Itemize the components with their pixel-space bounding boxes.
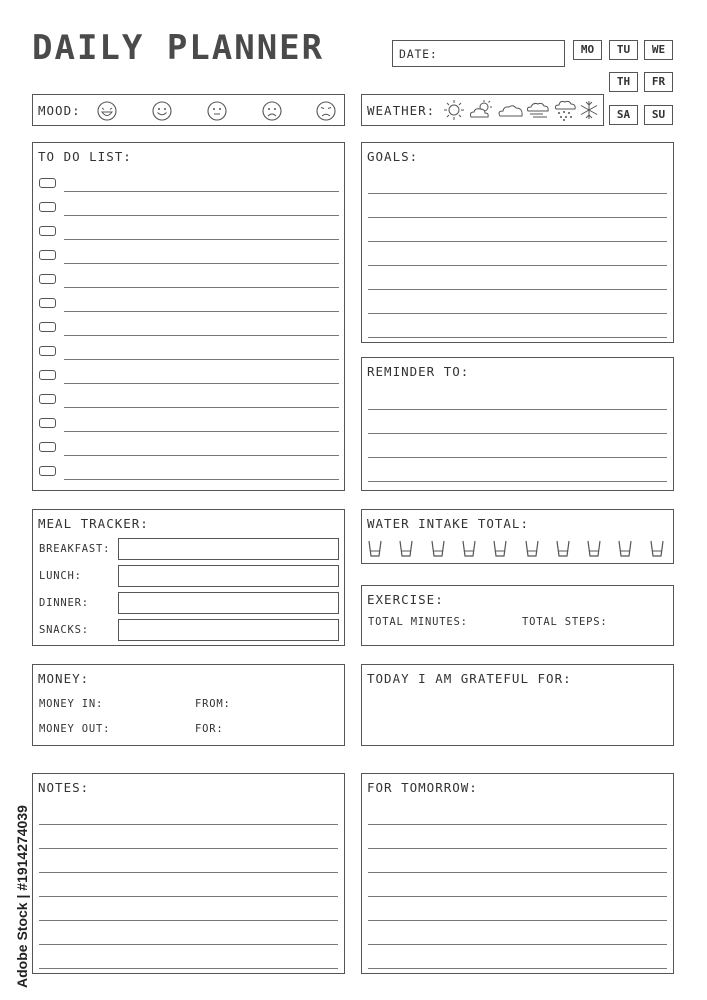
todo-line[interactable] (64, 407, 339, 408)
todo-line[interactable] (64, 191, 339, 192)
tomorrow-line[interactable] (368, 968, 667, 969)
todo-line[interactable] (64, 431, 339, 432)
water-glass-icon[interactable] (431, 540, 445, 557)
money-in-label: MONEY IN: (39, 698, 104, 710)
water-glass-icon[interactable] (650, 540, 664, 557)
todo-line[interactable] (64, 359, 339, 360)
todo-checkbox[interactable] (39, 202, 56, 212)
sun-icon[interactable] (443, 99, 465, 121)
todo-checkbox[interactable] (39, 322, 56, 332)
day-we[interactable]: WE (644, 40, 673, 60)
todo-checkbox[interactable] (39, 346, 56, 356)
snacks-label: SNACKS: (39, 624, 89, 636)
day-tu[interactable]: TU (609, 40, 638, 60)
water-glass-icon[interactable] (493, 540, 507, 557)
goals-line[interactable] (368, 265, 667, 266)
snacks-field[interactable] (118, 619, 339, 641)
notes-line[interactable] (39, 848, 338, 849)
exercise-section (361, 585, 674, 646)
goals-label: GOALS: (367, 149, 419, 164)
meal-section (32, 509, 345, 646)
tomorrow-line[interactable] (368, 848, 667, 849)
todo-label: TO DO LIST: (38, 149, 132, 164)
goals-section (361, 142, 674, 343)
day-mo[interactable]: MO (573, 40, 602, 60)
sad-face-icon[interactable] (261, 100, 283, 122)
grateful-label: TODAY I AM GRATEFUL FOR: (367, 671, 572, 686)
total-steps-label: TOTAL STEPS: (522, 616, 608, 628)
snowflake-icon[interactable] (578, 99, 600, 121)
day-su[interactable]: SU (644, 105, 673, 125)
todo-checkbox[interactable] (39, 466, 56, 476)
windy-cloud-icon[interactable] (525, 99, 551, 121)
tomorrow-line[interactable] (368, 824, 667, 825)
dinner-label: DINNER: (39, 597, 89, 609)
todo-checkbox[interactable] (39, 394, 56, 404)
smiling-face-icon[interactable] (151, 100, 173, 122)
money-label: MONEY: (38, 671, 90, 686)
lunch-field[interactable] (118, 565, 339, 587)
notes-section (32, 773, 345, 974)
date-field[interactable] (392, 40, 565, 67)
water-glass-icon[interactable] (556, 540, 570, 557)
notes-line[interactable] (39, 920, 338, 921)
mood-section (32, 94, 345, 126)
money-section (32, 664, 345, 746)
for-label: FOR: (195, 723, 224, 735)
reminder-line[interactable] (368, 481, 667, 482)
page-title: DAILY PLANNER (32, 28, 325, 68)
tomorrow-line[interactable] (368, 944, 667, 945)
water-glass-icon[interactable] (618, 540, 632, 557)
weather-section (361, 94, 604, 126)
todo-line[interactable] (64, 287, 339, 288)
tomorrow-section (361, 773, 674, 974)
water-glass-icon[interactable] (525, 540, 539, 557)
todo-checkbox[interactable] (39, 178, 56, 188)
money-out-label: MONEY OUT: (39, 723, 111, 735)
goals-line[interactable] (368, 313, 667, 314)
total-minutes-label: TOTAL MINUTES: (368, 616, 468, 628)
todo-checkbox[interactable] (39, 274, 56, 284)
weather-label: WEATHER: (367, 103, 436, 118)
goals-line[interactable] (368, 241, 667, 242)
neutral-face-icon[interactable] (206, 100, 228, 122)
todo-checkbox[interactable] (39, 250, 56, 260)
notes-label: NOTES: (38, 780, 90, 795)
tomorrow-line[interactable] (368, 896, 667, 897)
rain-snow-icon[interactable] (553, 98, 577, 122)
todo-line[interactable] (64, 239, 339, 240)
reminder-line[interactable] (368, 433, 667, 434)
todo-line[interactable] (64, 215, 339, 216)
day-th[interactable]: TH (609, 72, 638, 92)
todo-checkbox[interactable] (39, 298, 56, 308)
reminder-line[interactable] (368, 457, 667, 458)
notes-line[interactable] (39, 968, 338, 969)
tomorrow-line[interactable] (368, 920, 667, 921)
dinner-field[interactable] (118, 592, 339, 614)
meal-label: MEAL TRACKER: (38, 516, 149, 531)
notes-line[interactable] (39, 944, 338, 945)
todo-checkbox[interactable] (39, 226, 56, 236)
day-sa[interactable]: SA (609, 105, 638, 125)
todo-line[interactable] (64, 479, 339, 480)
tomorrow-label: FOR TOMORROW: (367, 780, 478, 795)
todo-checkbox[interactable] (39, 370, 56, 380)
breakfast-label: BREAKFAST: (39, 543, 111, 555)
todo-line[interactable] (64, 263, 339, 264)
todo-line[interactable] (64, 311, 339, 312)
goals-line[interactable] (368, 217, 667, 218)
sun-cloud-icon[interactable] (468, 99, 494, 121)
day-fr[interactable]: FR (644, 72, 673, 92)
laughing-face-icon[interactable] (96, 100, 118, 122)
cloudy-icon[interactable] (497, 100, 525, 120)
goals-line[interactable] (368, 289, 667, 290)
lunch-label: LUNCH: (39, 570, 82, 582)
todo-line[interactable] (64, 383, 339, 384)
goals-line[interactable] (368, 193, 667, 194)
water-label: WATER INTAKE TOTAL: (367, 516, 529, 531)
water-section (361, 509, 674, 564)
water-glass-icon[interactable] (587, 540, 601, 557)
reminder-line[interactable] (368, 409, 667, 410)
mood-label: MOOD: (38, 103, 81, 118)
frowning-face-icon[interactable] (315, 100, 337, 122)
water-glass-icon[interactable] (368, 540, 382, 557)
notes-line[interactable] (39, 872, 338, 873)
exercise-label: EXERCISE: (367, 592, 444, 607)
todo-line[interactable] (64, 335, 339, 336)
grateful-section (361, 664, 674, 746)
stock-watermark: Adobe Stock | #191427403​9 (14, 805, 30, 988)
from-label: FROM: (195, 698, 231, 710)
breakfast-field[interactable] (118, 538, 339, 560)
todo-section (32, 142, 345, 491)
reminder-section (361, 357, 674, 491)
todo-line[interactable] (64, 455, 339, 456)
water-glass-icon[interactable] (399, 540, 413, 557)
reminder-label: REMINDER TO: (367, 364, 470, 379)
todo-checkbox[interactable] (39, 442, 56, 452)
todo-checkbox[interactable] (39, 418, 56, 428)
goals-line[interactable] (368, 337, 667, 338)
date-label: DATE: (399, 47, 438, 61)
notes-line[interactable] (39, 896, 338, 897)
notes-line[interactable] (39, 824, 338, 825)
water-glass-icon[interactable] (462, 540, 476, 557)
tomorrow-line[interactable] (368, 872, 667, 873)
